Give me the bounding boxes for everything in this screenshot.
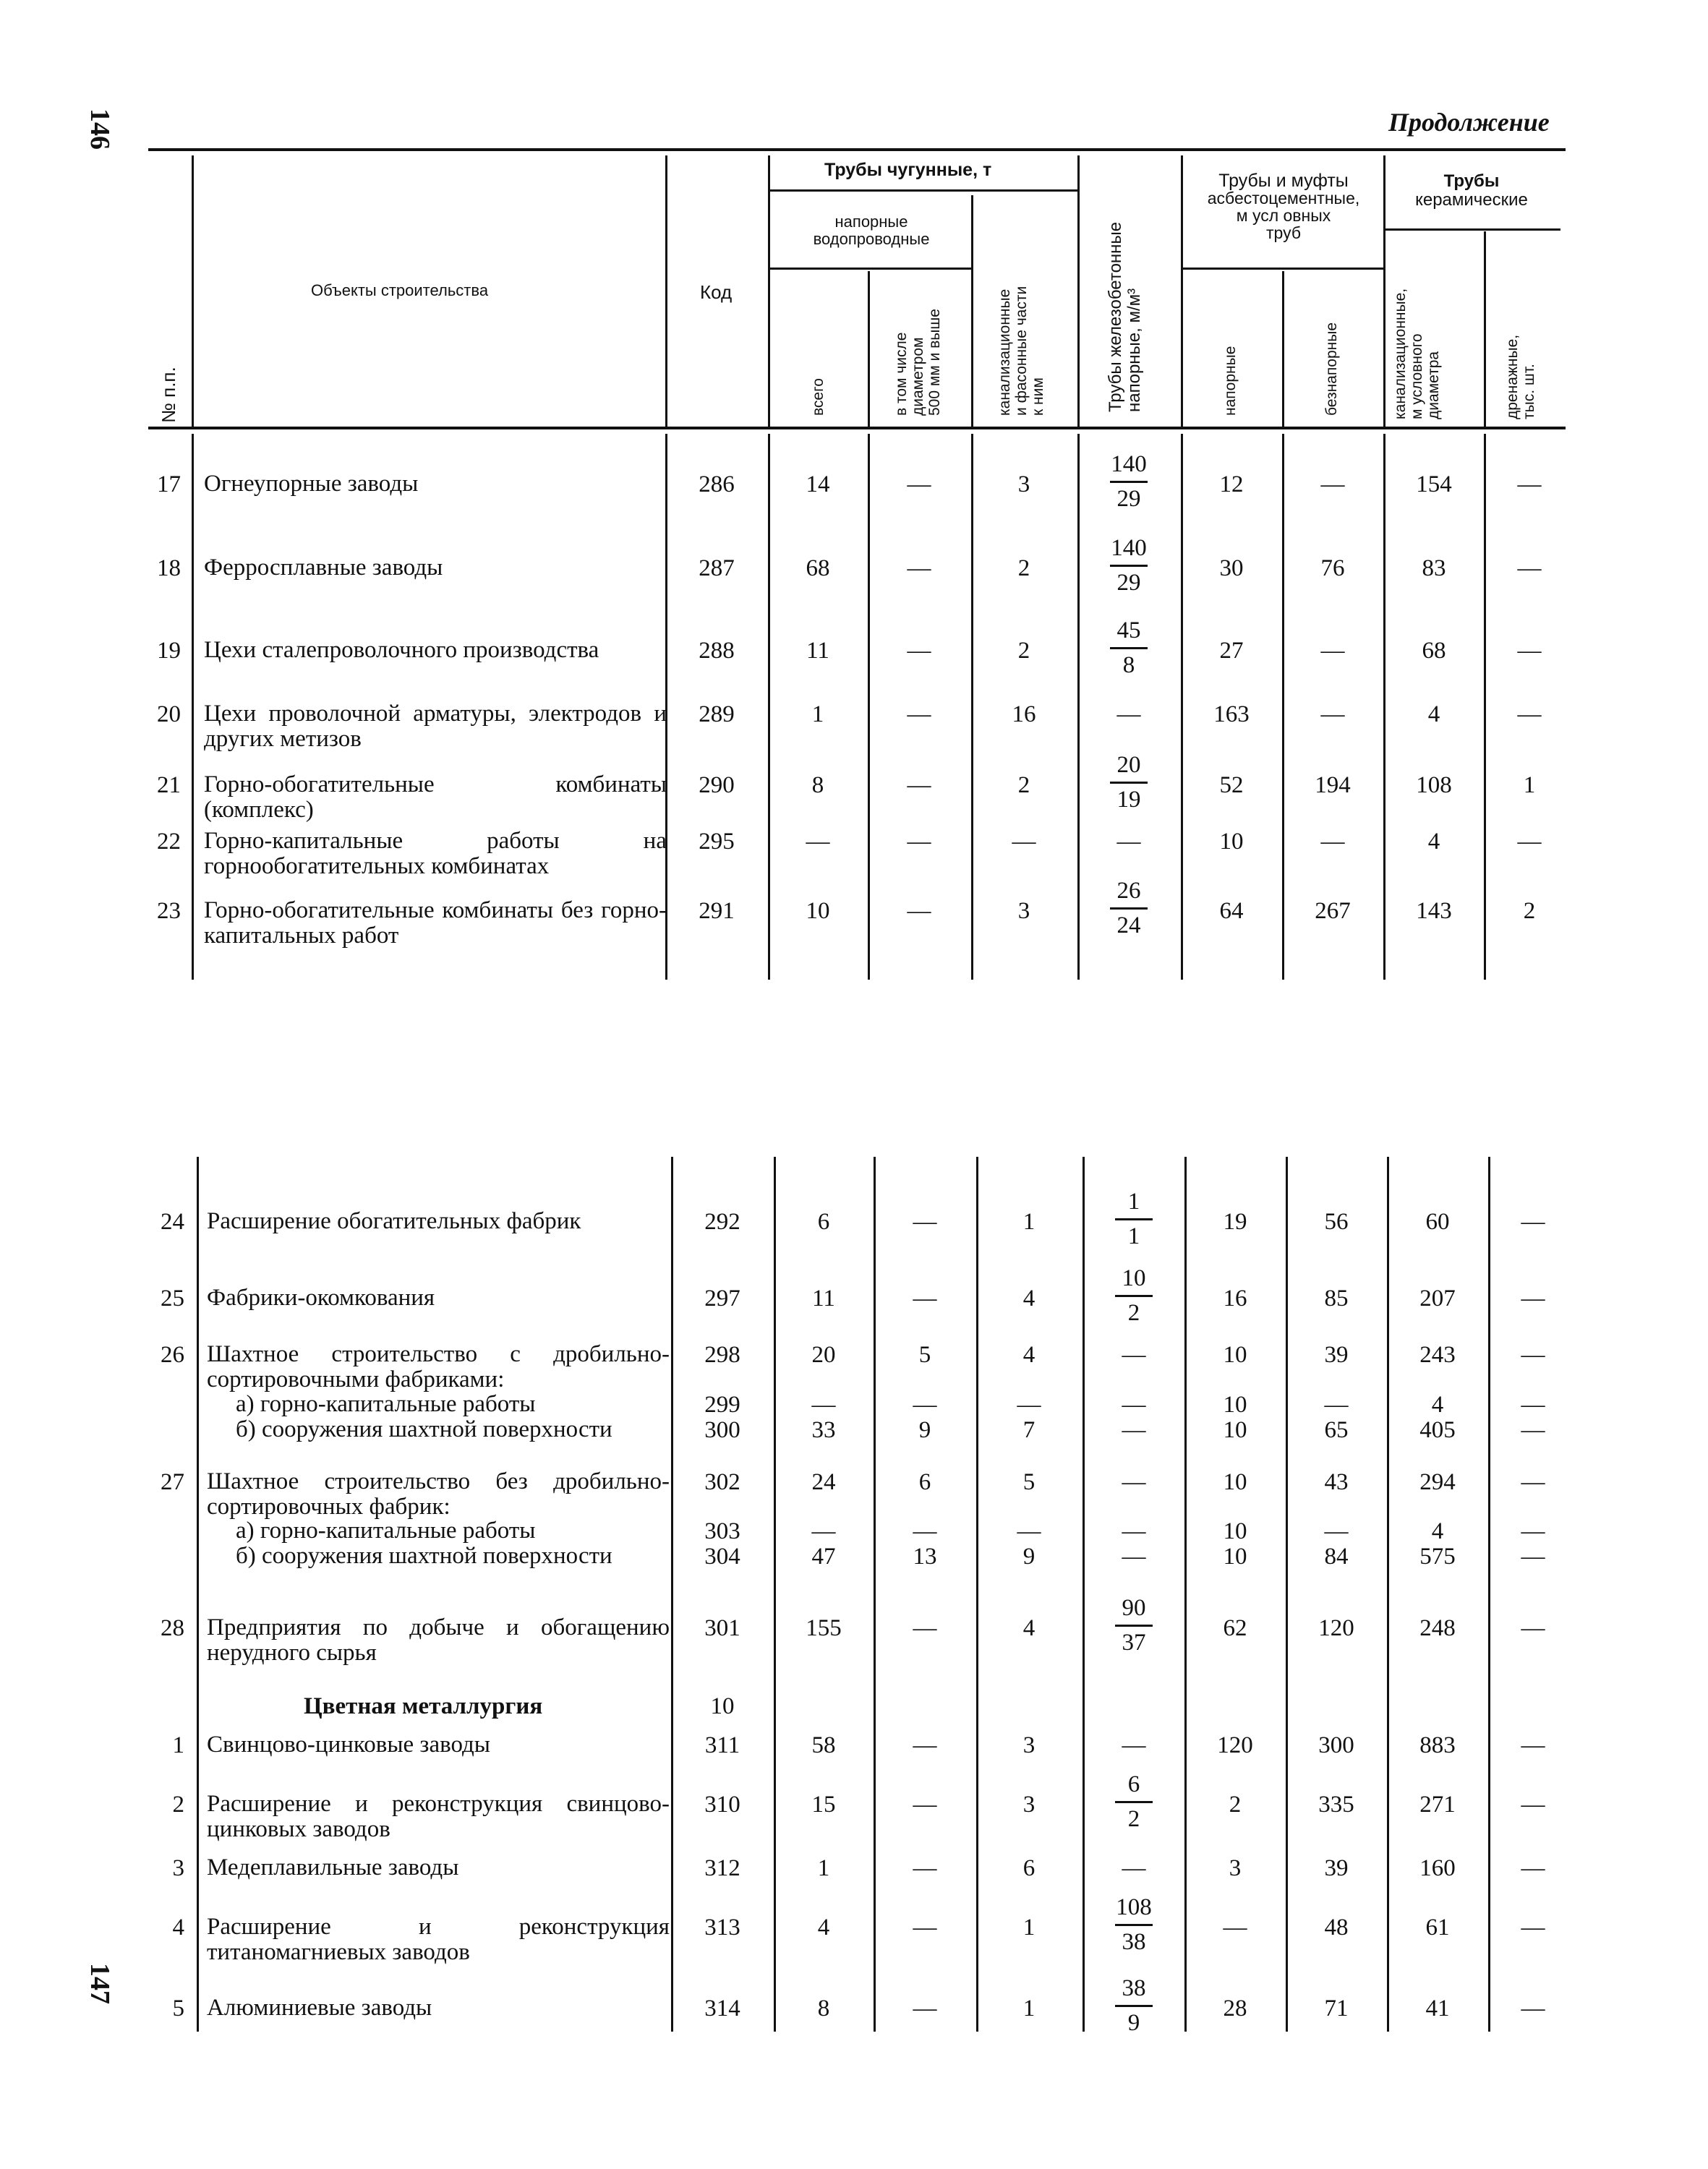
row-name: Шахтное строительство с дробильно-сортировочными фабриками: — [207, 1341, 670, 1392]
fraction-denominator: 1 — [1127, 1223, 1140, 1249]
cell-d500: 9 — [918, 1417, 931, 1443]
cell-ceramic: 143 — [1416, 898, 1452, 924]
cell-drainage: — — [1517, 829, 1542, 855]
cell-code: 304 — [704, 1544, 740, 1570]
row-name: б) сооружения шахтной поверхности — [236, 1416, 612, 1442]
row-number: 22 — [157, 829, 181, 855]
fraction-numerator: 20 — [1116, 752, 1141, 778]
row-number: 19 — [157, 638, 181, 664]
cell-code: 311 — [704, 1732, 740, 1758]
cell-d500: — — [913, 1995, 937, 2022]
cell-rc-fraction — [1111, 1894, 1157, 1956]
row-name: Расширение обогатительных фабрик — [207, 1208, 581, 1234]
fraction-bar — [1115, 1218, 1153, 1220]
cell-drainage: — — [1521, 1544, 1545, 1570]
cell-d500: — — [913, 1855, 937, 1881]
cell-ceramic: 154 — [1416, 471, 1452, 497]
cell-sewer: 5 — [1022, 1469, 1036, 1495]
row-name: б) сооружения шахтной поверхности — [236, 1543, 612, 1569]
cell-nonpressure: 300 — [1318, 1732, 1354, 1758]
fraction-bar — [1115, 1295, 1153, 1297]
cell-ceramic: 243 — [1419, 1342, 1456, 1368]
cell-drainage: — — [1521, 1417, 1545, 1443]
cell-nonpressure: 267 — [1315, 898, 1351, 924]
row-name: Алюминиевые заводы — [207, 1995, 432, 2021]
cell-d500: — — [907, 898, 931, 924]
cell-drainage: — — [1517, 555, 1542, 581]
cell-code: 300 — [704, 1417, 740, 1443]
fraction-numerator: 6 — [1127, 1771, 1140, 1797]
fraction-denominator: 9 — [1127, 2010, 1140, 2036]
cell-nonpressure: 71 — [1324, 1995, 1349, 2022]
cell-total: 10 — [806, 898, 830, 924]
cell-ceramic: 60 — [1425, 1209, 1450, 1235]
cell-code: 314 — [704, 1995, 740, 2022]
row-name: Фабрики-окомкования — [207, 1285, 435, 1311]
cell-rc-fraction — [1111, 1189, 1157, 1250]
cell-drainage: — — [1521, 1792, 1545, 1818]
cell-sewer: 4 — [1022, 1285, 1036, 1312]
cell-rc-fraction — [1111, 1975, 1157, 2037]
fraction-numerator: 108 — [1116, 1894, 1152, 1920]
cell-ceramic: 207 — [1419, 1285, 1456, 1312]
cell-drainage: — — [1521, 1342, 1545, 1368]
fraction-bar — [1115, 1801, 1153, 1803]
cell-pressure: 10 — [1223, 1392, 1247, 1418]
cell-d500: — — [913, 1615, 937, 1641]
cell-code: 313 — [704, 1915, 740, 1941]
cell-total: 14 — [806, 471, 830, 497]
cell-code: 287 — [699, 555, 735, 581]
cell-nonpressure: — — [1320, 701, 1345, 727]
continuation-label: Продолжение — [1388, 108, 1550, 137]
cell-ceramic: 41 — [1425, 1995, 1450, 2022]
cell-rc: — — [1122, 1469, 1146, 1495]
cell-sewer: — — [1017, 1392, 1041, 1418]
cell-nonpressure: — — [1324, 1392, 1349, 1418]
cell-sewer: 2 — [1017, 638, 1030, 664]
cell-nonpressure: — — [1320, 638, 1345, 664]
fraction-bar — [1110, 481, 1148, 483]
cell-total: 155 — [806, 1615, 842, 1641]
cell-d500: — — [907, 555, 931, 581]
cell-total: — — [811, 1518, 836, 1544]
cell-rc: — — [1122, 1392, 1146, 1418]
page-number-bottom: 147 — [85, 1963, 115, 2004]
cell-code: 288 — [699, 638, 735, 664]
cell-pressure: 27 — [1219, 638, 1244, 664]
cell-sewer: 1 — [1022, 1209, 1036, 1235]
cell-pressure: 2 — [1229, 1792, 1242, 1818]
fraction-denominator: 24 — [1116, 912, 1141, 938]
fraction-denominator: 29 — [1116, 570, 1141, 596]
header-pressure-water: напорные водопроводные — [813, 213, 930, 248]
cell-sewer: 4 — [1022, 1342, 1036, 1368]
fraction-bar — [1115, 1625, 1153, 1627]
cell-total: 8 — [817, 1995, 830, 2022]
cell-d500: — — [913, 1285, 937, 1312]
cell-rc-fraction — [1111, 1771, 1157, 1833]
cell-rc: — — [1122, 1342, 1146, 1368]
cell-drainage: — — [1517, 701, 1542, 727]
header-asbestos: Трубы и муфты асбестоцементные, м усл овных труб — [1207, 171, 1360, 242]
cell-total: 58 — [811, 1732, 836, 1758]
cell-sewer: 3 — [1022, 1792, 1036, 1818]
cell-d500: — — [913, 1392, 937, 1418]
cell-ceramic: 68 — [1422, 638, 1446, 664]
cell-code: 298 — [704, 1342, 740, 1368]
cell-d500: 13 — [913, 1544, 937, 1570]
cell-sewer: — — [1017, 1518, 1041, 1544]
fraction-denominator: 19 — [1116, 787, 1141, 813]
cell-nonpressure: 76 — [1320, 555, 1345, 581]
cell-ceramic: 160 — [1419, 1855, 1456, 1881]
cell-ceramic: 575 — [1419, 1544, 1456, 1570]
header-ceramic: Трубы керамические — [1415, 171, 1528, 210]
fraction-denominator: 37 — [1122, 1630, 1146, 1656]
fraction-bar — [1110, 907, 1148, 910]
fraction-bar — [1115, 1924, 1153, 1926]
cell-total: 8 — [811, 772, 824, 798]
row-name: Горно-капитальные работы на горнообогатительных комбинатах — [204, 828, 667, 879]
cell-total: 1 — [817, 1855, 830, 1881]
cell-pressure: 28 — [1223, 1995, 1247, 2022]
cell-sewer: 3 — [1017, 898, 1030, 924]
cell-drainage: — — [1521, 1518, 1545, 1544]
cell-code: 302 — [704, 1469, 740, 1495]
row-number: 4 — [172, 1915, 184, 1941]
cell-code: 303 — [704, 1518, 740, 1544]
cell-rc-fraction — [1106, 617, 1152, 679]
cell-ceramic: 248 — [1419, 1615, 1456, 1641]
row-name: Цехи сталепроволочного производства — [204, 637, 599, 663]
cell-d500: — — [913, 1209, 937, 1235]
cell-code: 301 — [704, 1615, 740, 1641]
cell-ceramic: 883 — [1419, 1732, 1456, 1758]
cell-d500: 6 — [918, 1469, 931, 1495]
row-number: 24 — [161, 1209, 184, 1235]
header-rc-pipes: Трубы железобетонные напорные, м/м³ — [1106, 221, 1144, 412]
cell-rc-fraction — [1106, 878, 1152, 939]
cell-nonpressure: — — [1320, 829, 1345, 855]
section-heading: Цветная металлургия — [304, 1693, 543, 1719]
cell-rc: — — [1122, 1518, 1146, 1544]
row-name: а) горно-капитальные работы — [236, 1518, 536, 1544]
cell-total: 68 — [806, 555, 830, 581]
cell-drainage: — — [1521, 1915, 1545, 1941]
cell-code: 292 — [704, 1209, 740, 1235]
row-number: 1 — [172, 1732, 184, 1758]
cell-total: 11 — [806, 638, 829, 664]
top-rule — [148, 148, 1566, 151]
cell-rc: — — [1122, 1544, 1146, 1570]
cell-nonpressure: — — [1320, 471, 1345, 497]
cell-code: 297 — [704, 1285, 740, 1312]
header-sewer-fittings: канализационные и фасонные части к ним — [996, 286, 1046, 416]
cell-pressure: 10 — [1223, 1342, 1247, 1368]
cell-d500: — — [907, 471, 931, 497]
row-number: 23 — [157, 898, 181, 924]
fraction-denominator: 8 — [1122, 652, 1135, 678]
cell-pressure: 10 — [1223, 1518, 1247, 1544]
cell-drainage: 2 — [1523, 898, 1536, 924]
fraction-numerator: 10 — [1122, 1265, 1146, 1291]
cell-pressure: 30 — [1219, 555, 1244, 581]
row-number: 21 — [157, 772, 181, 798]
fraction-numerator: 38 — [1122, 1975, 1146, 2001]
cell-nonpressure: 56 — [1324, 1209, 1349, 1235]
cell-pressure: 62 — [1223, 1615, 1247, 1641]
row-number: 5 — [172, 1995, 184, 2022]
cell-nonpressure: 120 — [1318, 1615, 1354, 1641]
fraction-numerator: 45 — [1116, 617, 1141, 643]
cell-pressure: 19 — [1223, 1209, 1247, 1235]
cell-drainage: — — [1517, 471, 1542, 497]
row-name: Свинцово-цинковые заводы — [207, 1732, 490, 1758]
fraction-numerator: 140 — [1111, 451, 1147, 477]
row-number: 28 — [161, 1615, 184, 1641]
row-name: Горно-обогатительные комбинаты без горно-капитальных работ — [204, 897, 667, 949]
row-name: Расширение и реконструкция свинцово-цинковых заводов — [207, 1791, 670, 1842]
cell-pressure: 10 — [1223, 1469, 1247, 1495]
cell-d500: — — [907, 638, 931, 664]
cell-drainage: — — [1521, 1732, 1545, 1758]
cell-code: 312 — [704, 1855, 740, 1881]
cell-ceramic: 405 — [1419, 1417, 1456, 1443]
page-number-top: 146 — [85, 108, 115, 150]
row-number: 27 — [161, 1469, 184, 1495]
cell-total: 33 — [811, 1417, 836, 1443]
cell-d500: 5 — [918, 1342, 931, 1368]
cell-ceramic: 4 — [1431, 1518, 1444, 1544]
cell-total: 6 — [817, 1209, 830, 1235]
cell-drainage: — — [1521, 1469, 1545, 1495]
fraction-numerator: 26 — [1116, 878, 1141, 904]
cell-sewer: 2 — [1017, 555, 1030, 581]
cell-nonpressure: 39 — [1324, 1855, 1349, 1881]
cell-rc: — — [1122, 1855, 1146, 1881]
cell-sewer: 4 — [1022, 1615, 1036, 1641]
fraction-numerator: 140 — [1111, 535, 1147, 561]
cell-total: — — [811, 1392, 836, 1418]
cell-d500: — — [907, 701, 931, 727]
fraction-bar — [1110, 647, 1148, 649]
cell-nonpressure: 48 — [1324, 1915, 1349, 1941]
row-number: 3 — [172, 1855, 184, 1881]
cell-d500: — — [907, 772, 931, 798]
cell-code: 289 — [699, 701, 735, 727]
header-cast-iron: Трубы чугунные, т — [824, 160, 992, 180]
cell-drainage: — — [1521, 1615, 1545, 1641]
cell-sewer: 1 — [1022, 1995, 1036, 2022]
cell-sewer: 7 — [1022, 1417, 1036, 1443]
fraction-numerator: 90 — [1122, 1595, 1146, 1621]
cell-rc: — — [1116, 701, 1141, 727]
cell-d500: — — [913, 1732, 937, 1758]
cell-sewer: 9 — [1022, 1544, 1036, 1570]
cell-code: 291 — [699, 898, 735, 924]
cell-nonpressure: 84 — [1324, 1544, 1349, 1570]
cell-sewer: 1 — [1022, 1915, 1036, 1941]
cell-code: 290 — [699, 772, 735, 798]
cell-sewer: — — [1012, 829, 1036, 855]
row-name: Шахтное строительство без дробильно-сортировочных фабрик: — [207, 1468, 670, 1520]
cell-nonpressure: 43 — [1324, 1469, 1349, 1495]
header-ceramic-sewer: канализационные, м условного диаметра — [1392, 288, 1442, 419]
cell-nonpressure: 65 — [1324, 1417, 1349, 1443]
cell-pressure: — — [1223, 1915, 1247, 1941]
cell-pressure: 64 — [1219, 898, 1244, 924]
cell-pressure: 10 — [1223, 1544, 1247, 1570]
header-incl-500: в том числе диаметром 500 мм и выше — [893, 309, 943, 416]
row-name: Огнеупорные заводы — [204, 471, 419, 497]
cell-ceramic: 4 — [1427, 829, 1440, 855]
cell-pressure: 52 — [1219, 772, 1244, 798]
cell-d500: — — [913, 1518, 937, 1544]
cell-pressure: 10 — [1223, 1417, 1247, 1443]
cell-nonpressure: 335 — [1318, 1792, 1354, 1818]
fraction-bar — [1110, 782, 1148, 784]
cell-d500: — — [913, 1915, 937, 1941]
cell-code: 286 — [699, 471, 735, 497]
fraction-bar — [1115, 2005, 1153, 2007]
cell-ceramic: 4 — [1431, 1392, 1444, 1418]
cell-drainage: — — [1521, 1209, 1545, 1235]
row-name: Предприятия по добыче и обогащению нерудного сырья — [207, 1614, 670, 1666]
row-number: 26 — [161, 1342, 184, 1368]
cell-sewer: 3 — [1017, 471, 1030, 497]
cell-pressure: 3 — [1229, 1855, 1242, 1881]
header-code: Код — [700, 281, 733, 303]
row-name: Горно-обогатительные комбинаты (комплекс) — [204, 771, 667, 823]
cell-ceramic: 271 — [1419, 1792, 1456, 1818]
cell-drainage: — — [1521, 1392, 1545, 1418]
cell-total: 1 — [811, 701, 824, 727]
row-number: 17 — [157, 471, 181, 497]
cell-rc: — — [1122, 1417, 1146, 1443]
cell-rc: — — [1122, 1732, 1146, 1758]
cell-rc-fraction — [1106, 752, 1152, 813]
cell-nonpressure: 194 — [1315, 772, 1351, 798]
cell-sewer: 2 — [1017, 772, 1030, 798]
cell-nonpressure: — — [1324, 1518, 1349, 1544]
fraction-denominator: 2 — [1127, 1806, 1140, 1832]
header-total: всего — [810, 378, 827, 416]
row-name: а) горно-капитальные работы — [236, 1391, 536, 1417]
cell-drainage: — — [1521, 1855, 1545, 1881]
cell-drainage: — — [1517, 638, 1542, 664]
fraction-denominator: 2 — [1127, 1300, 1140, 1326]
cell-rc-fraction — [1111, 1595, 1157, 1656]
cell-d500: — — [913, 1792, 937, 1818]
cell-rc: — — [1116, 829, 1141, 855]
cell-code: 299 — [704, 1392, 740, 1418]
row-number: 18 — [157, 555, 181, 581]
cell-nonpressure: 39 — [1324, 1342, 1349, 1368]
cell-total: — — [806, 829, 830, 855]
cell-drainage: — — [1521, 1285, 1545, 1312]
cell-code: 310 — [704, 1792, 740, 1818]
cell-d500: — — [907, 829, 931, 855]
cell-sewer: 16 — [1012, 701, 1036, 727]
cell-pressure: 10 — [1219, 829, 1244, 855]
cell-drainage: — — [1521, 1995, 1545, 2022]
fraction-numerator: 1 — [1127, 1189, 1140, 1215]
cell-total: 4 — [817, 1915, 830, 1941]
header-drainage: дренажные, тыс. шт. — [1504, 334, 1537, 419]
cell-sewer: 6 — [1022, 1855, 1036, 1881]
header-objects: Объекты строительства — [311, 281, 489, 299]
cell-rc-fraction — [1106, 451, 1152, 513]
row-number: 20 — [157, 701, 181, 727]
row-name: Медеплавильные заводы — [207, 1854, 459, 1881]
cell-ceramic: 108 — [1416, 772, 1452, 798]
row-number: 25 — [161, 1285, 184, 1312]
cell-ceramic: 83 — [1422, 555, 1446, 581]
cell-ceramic: 294 — [1419, 1469, 1456, 1495]
cell-code: 295 — [699, 829, 735, 855]
cell-drainage: 1 — [1523, 772, 1536, 798]
cell-pressure: 12 — [1219, 471, 1244, 497]
cell-pressure: 163 — [1213, 701, 1250, 727]
header-pressure: напорные — [1222, 346, 1239, 416]
header-nonpressure: безнапорные — [1323, 322, 1340, 416]
cell-rc-fraction — [1111, 1265, 1157, 1327]
cell-total: 20 — [811, 1342, 836, 1368]
cell-rc-fraction — [1106, 535, 1152, 596]
cell-total: 47 — [811, 1544, 836, 1570]
cell-ceramic: 4 — [1427, 701, 1440, 727]
header-no: № п.п. — [158, 367, 179, 423]
cell-total: 15 — [811, 1792, 836, 1818]
row-name: Ферросплавные заводы — [204, 555, 443, 581]
cell-total: 24 — [811, 1469, 836, 1495]
cell-total: 11 — [812, 1285, 835, 1312]
row-number: 2 — [172, 1792, 184, 1818]
cell-sewer: 3 — [1022, 1732, 1036, 1758]
cell-pressure: 120 — [1217, 1732, 1253, 1758]
cell-pressure: 16 — [1223, 1285, 1247, 1312]
fraction-denominator: 38 — [1122, 1929, 1146, 1955]
fraction-denominator: 29 — [1116, 486, 1141, 512]
cell-ceramic: 61 — [1425, 1915, 1450, 1941]
cell-code: 10 — [710, 1693, 735, 1719]
row-name: Цехи проволочной арматуры, электродов и других метизов — [204, 701, 667, 752]
cell-nonpressure: 85 — [1324, 1285, 1349, 1312]
fraction-bar — [1110, 565, 1148, 567]
row-name: Расширение и реконструкция титаномагниевых заводов — [207, 1914, 670, 1965]
